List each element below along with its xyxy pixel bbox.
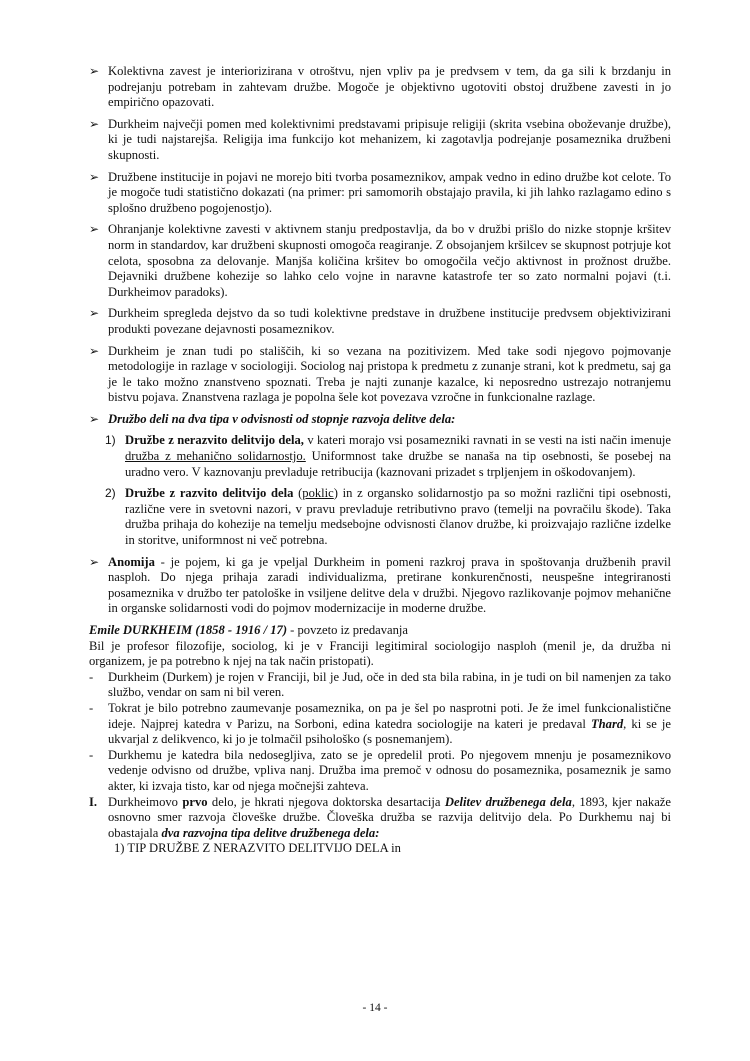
- bullet-item: ➢ Družbene institucije in pojavi ne morejo biti tvorba posameznikov, ampak vedno in edino družbe kot celote. To je mogoče tudi statistično dokazati (na primer: pri samomorih obstajajo pravila, ki jih lahko razlagamo edino s splošno družbeno pogojenostjo).: [89, 169, 671, 215]
- arrow-bullet-icon: ➢: [89, 343, 100, 358]
- dash-marker: -: [89, 669, 94, 684]
- document-page: [89, 64, 671, 857]
- types-heading-item: [89, 412, 671, 428]
- sub-list-item: 1) TIP DRUŽBE Z NERAZVITO DELITVIJO DELA in: [114, 841, 401, 856]
- bullet-item: ➢ Durkheim je znan tudi po stališčih, ki so vezana na pozitivizem. Med take sodi njegovo pojmovanje metodologije in razlage v sociologiji. Sociolog naj pristopa k predmetu z zunanje strani, kot k predmetu, saj ga je le tako možno znanstveno spoznati. Treba je najti zunanje kazalce, ki neposredno ustrezajo notranjemu bistvu pojava. Znanstvena razlaga je popolna šele kot povezava vzročne in funkcionalne razlage.: [89, 343, 671, 405]
- dash-item: - Durkheim (Durkem) je rojen v Franciji, bil je Jud, oče in ded sta bila rabina, in je tudi on bil namenjen za tako službo, vendar on sam ni bil veren.: [89, 669, 671, 700]
- types-heading: Družbo deli na dva tipa v odvisnosti od stopnje razvoja delitve dela:: [108, 411, 456, 426]
- bullet-item: ➢ Ohranjanje kolektivne zavesti v aktivnem stanju predpostavlja, da bo v družbi prišlo do nizke stopnje kršitev norm in standardov, kar družbeni skupnosti omogoča reagiranje. Z obsojanjem kršilcev se skupnost potrjuje kot celota, sposobna za delovanje. Manjša količina kršitev bo omogočila večjo aktivnost in prožnost družbe. Dejavniki družbene kohezije so lahko celo vojne in naravne katastrofe ter so zato normalni pojavi (t.i. Durkheimov paradoks).: [89, 222, 671, 299]
- bullet-item: ➢ Durkheim spregleda dejstvo da so tudi kolektivne predstave in družbene institucije predvsem objektivizirani produkti povezane dejavnosti posameznikov.: [89, 306, 671, 336]
- arrow-bullet-icon: ➢: [89, 169, 100, 184]
- dash-marker: -: [89, 747, 94, 762]
- dash-item: - Tokrat je bilo potrebno zaumevanje posameznika, on pa je šel po nasprotni poti. Je že imel funkcionalistične ideje. Najprej katedra v Parizu, na Sorboni, edina katedra sociologije na kateri je predaval Thard, ki se je ukvarjal z delikvenco, ki jo je tolmačil psihološko (s posnemanjem).: [89, 700, 671, 747]
- numbered-item: 2) Družbe z razvito delitvijo dela (poklic) in z organsko solidarnostjo pa so možni različni tipi osebnosti, različne vere in svetovni nazori, v pravu prevladuje retributivno pravo (temelji na povračilu škode). Taka družba prihaja do kohezije na temelju medsebojne odvisnosti članov družbe, ki proizvajajo različne izdelke in storitve, uniformnost ni več potrebna.: [105, 486, 671, 548]
- bullet-item: ➢ Kolektivna zavest je interiorizirana v otroštvu, njen vpliv pa je predvsem v tem, da ga sili k brzdanju in podrejanju potrebam in zahtevam družbe. Mogoče je objektivno ugotoviti obstoj družbene zavesti in jo empirično opazovati.: [89, 64, 671, 110]
- arrow-bullet-icon: ➢: [89, 64, 100, 78]
- roman-item: I. Durkheimovo prvo delo, je hkrati njegova doktorska desartacija Delitev družbenega dela, 1893, kjer nakaže osnovno smer razvoja človeške družbe. Človeška družba se razvija delitvijo dela. Po Durkhemu naj bi obastajala dva razvojna tipa delitve družbenega dela: 1) TIP DRUŽBE Z NERAZVITO DELITVIJO DELA in: [89, 794, 671, 856]
- section-heading: Emile DURKHEIM (1858 - 1916 / 17) - povzeto iz predavanja: [89, 623, 408, 637]
- arrow-bullet-icon: ➢: [89, 116, 100, 131]
- dash-marker: -: [89, 700, 94, 715]
- anomija-item: ➢ Anomija - je pojem, ki ga je vpeljal Durkheim in pomeni razkroj prava in spoštovanja družbenih pravil nasploh. Do njega prihaja zaradi individualizma, pretirane konkurenčnosti, neuspešne integriranosti posameznika v družbo ter patološke in vsiljene delitve dela v družbi. Njegovo razlikovanje pojmov mehanične in organske solidarnosti vodi do pojmov modernizacije in moderne družbe.: [89, 554, 671, 616]
- arrow-bullet-icon: ➢: [89, 306, 100, 321]
- dash-item: - Durkhemu je katedra bila nedoseglјiva, zato se je opredelil proti. Po njegovem mnenju je posameznikovo vedenje odvisno od družbe, vpliva nanj. Družba ima premoč v odnosu do posameznika, posameznik je samo akter, ki izvaja tisto, kar od njega močnejši zahteva.: [89, 747, 671, 793]
- bullet-item: ➢ Durkheim največji pomen med kolektivnimi predstavami pripisuje religiji (skrita vsebina oboževanje družbe), ki je tudi najstarejša. Religija ima funkcijo kot mehanizem, ki zagotavlja podrejanje posameznika družbeni skupnosti.: [89, 116, 671, 162]
- arrow-bullet-icon: ➢: [89, 411, 100, 426]
- arrow-bullet-icon: ➢: [89, 554, 100, 569]
- arrow-bullet-icon: ➢: [89, 222, 100, 237]
- page-number: - 14 -: [362, 1002, 388, 1014]
- numbered-item: 1) Družbe z nerazvito delitvijo dela, v kateri morajo vsi posamezniki ravnati in se vesti na isti način imenuje družba z mehanično solidarnostjo. Uniformnost take družbe se nanaša na tip osebnosti, še posebej na uradno vero. V kaznovanju prevladuje retribucija (kaznovani prizadet s trpljenjem in oškodovanjem).: [105, 433, 671, 479]
- intro-paragraph: Bil je profesor filozofije, sociolog, ki je v Franciji legitimiral sociologijo nasploh (menil je, da družba ni organizem, je pa potrebno k njej na tak način pristopati).: [89, 638, 671, 669]
